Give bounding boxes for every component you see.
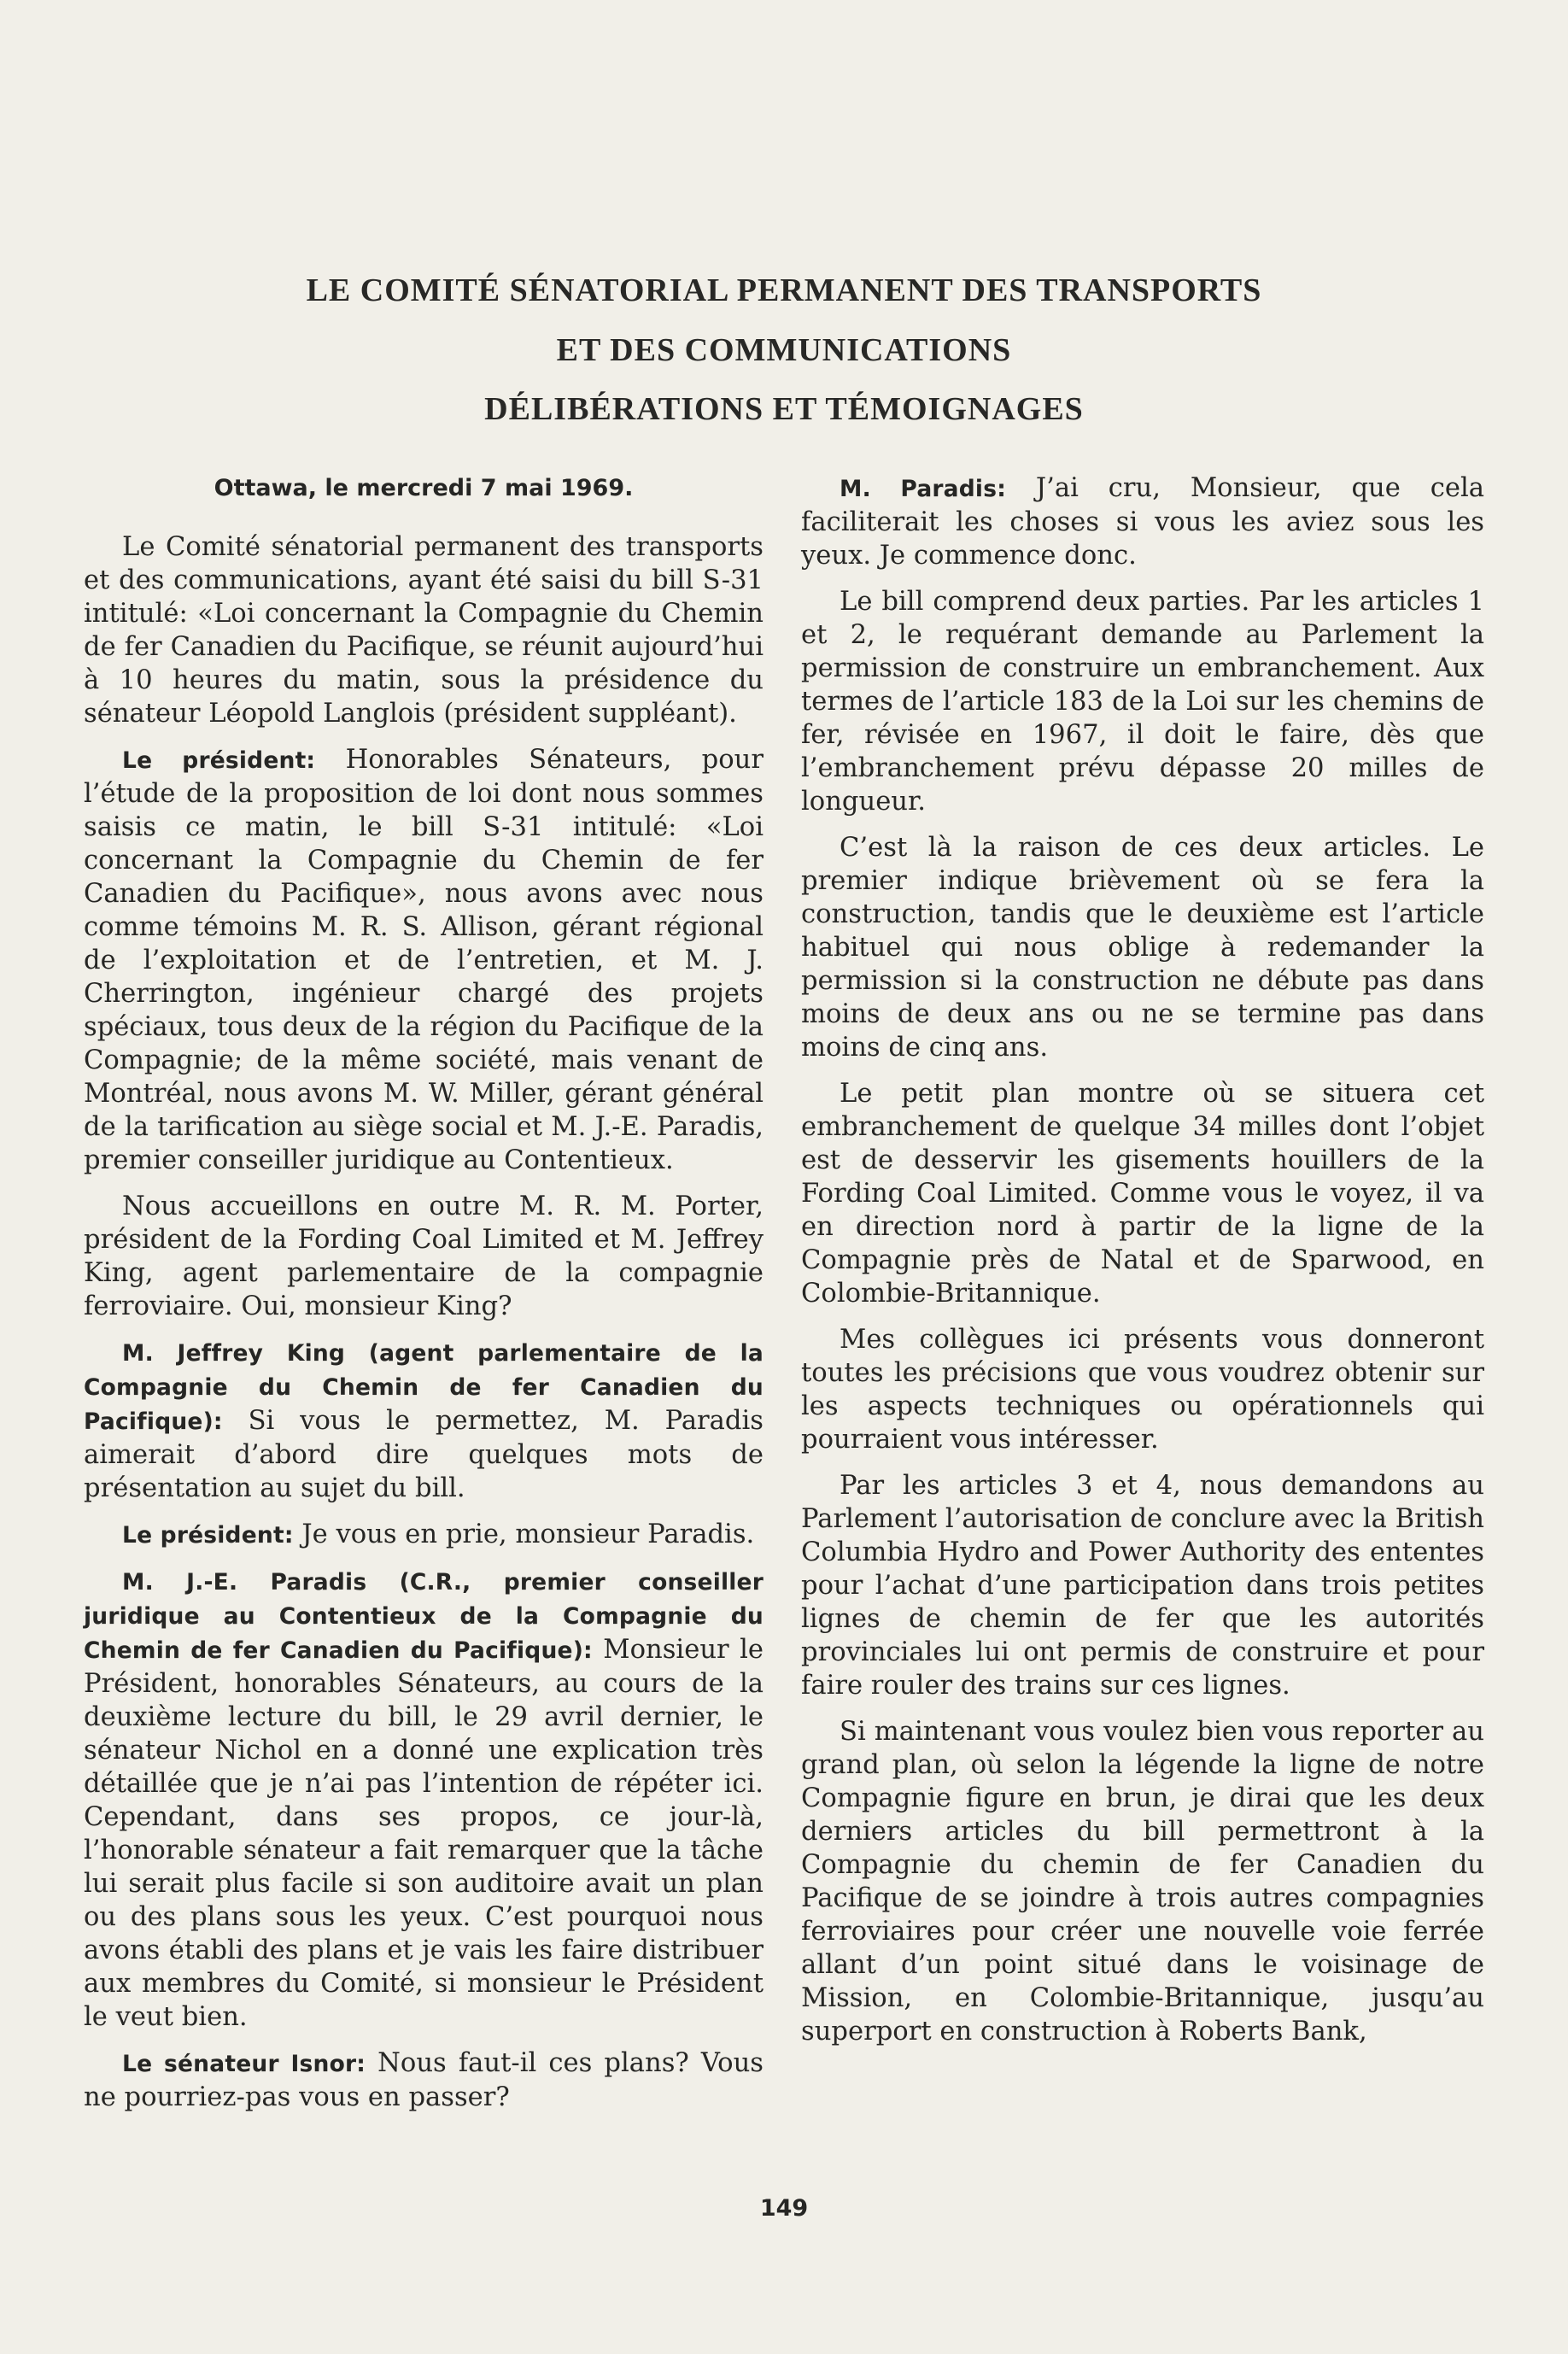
speech-text: Monsieur le Président, honorables Sénateurs, au cours de la deuxième lecture du bill, le 29 avril dernier, le sénateur Nichol en a donné une explication très détaillée que je n’ai pas l’intention de répéter ici. Cependant, dans ses propos, ce jour-là, l’honorable sénateur a fait remarquer que la tâche lui serait plus facile si son auditoire avait un plan ou des plans sous les yeux. C’est pourquoi nous avons établi des plans et je vais les faire distribuer aux membres du Comité, si monsieur le Président le veut bien. <box>84 1635 764 2032</box>
speech-text: Honorables Sénateurs, pour l’étude de la proposition de loi dont nous sommes saisis ce matin, le bill S-31 intitulé: «Loi concernant la Compagnie du Chemin de fer Canadien du Pacifique», nous avons avec nous comme témoins M. R. S. Allison, gérant régional de l’exploitation et de l’entretien, et M. J. Cherrington, ingénieur chargé des projets spéciaux, tous deux de la région du Pacifique de la Compagnie; de la même société, mais venant de Montréal, nous avons M. W. Miller, gérant général de la tarification au siège social et M. J.-E. Paradis, premier conseiller juridique au Contentieux. <box>84 745 764 1175</box>
paragraph <box>84 2047 764 2114</box>
paragraph: Si maintenant vous voulez bien vous reporter au grand plan, où selon la légende la ligne de notre Compagnie figure en brun, je dirai que les deux derniers articles du bill permettront à la Compagnie du chemin de fer Canadien du Pacifique de se joindre à trois autres compagnies ferroviaires pour créer une nouvelle voie ferrée allant d’un point situé dans le voisinage de Mission, en Colombie-Britannique, jusqu’au superport en construction à Roberts Bank, <box>801 1717 1484 2047</box>
speaker-name: Le président: <box>122 747 316 774</box>
paragraph: Le bill comprend deux parties. Par les articles 1 et 2, le requérant demande au Parlement la permission de construire un embranchement. Aux termes de l’article 183 de la Loi sur les chemins de fer, révisée en 1967, il doit le faire, dès que l’embranchement prévu dépasse 20 milles de longueur. <box>801 587 1484 817</box>
committee-title-line-2: ET DES COMMUNICATIONS <box>556 332 1012 368</box>
paragraph: Le Comité sénatorial permanent des transports et des communications, ayant été saisi du bill S-31 intitulé: «Loi concernant la Compagnie du Chemin de fer Canadien du Pacifique, se réunit aujourd’hui à 10 heures du matin, sous la présidence du sénateur Léopold Langlois (président suppléant). <box>84 532 764 729</box>
paragraph <box>84 1336 764 1505</box>
speech-text: Si vous le permettez, M. Paradis aimerait d’abord dire quelques mots de présentation au sujet du bill. <box>84 1406 764 1503</box>
speech-text: Nous faut-il ces plans? Vous ne pourriez-pas vous en passer? <box>84 2048 764 2112</box>
paragraph: Mes collègues ici présents vous donneront toutes les précisions que vous voudrez obtenir sur les aspects techniques ou opérationnels qui pourraient vous intéresser. <box>801 1325 1484 1455</box>
speaker-name: M. Paradis: <box>840 476 1006 502</box>
speech-text: J’ai cru, Monsieur, que cela faciliterait les choses si vous les aviez sous les yeux. Je commence donc. <box>801 473 1484 571</box>
right-column <box>801 471 1484 2061</box>
speaker-name: M. Jeffrey King (agent parlementaire de la Compagnie du Chemin de fer Canadien du Pacifique): <box>84 1340 764 1435</box>
paragraph: C’est là la raison de ces deux articles. Le premier indique brièvement où se fera la construction, tandis que le deuxième est l’article habituel qui nous oblige à redemander la permission si la construction ne débute pas dans moins de deux ans ou ne se termine pas dans moins de cinq ans. <box>801 833 1484 1063</box>
paragraph <box>84 1565 764 2034</box>
page-number: 149 <box>759 2195 809 2222</box>
speaker-name: Le président: <box>122 1522 294 1549</box>
proceedings-title: DÉLIBÉRATIONS ET TÉMOIGNAGES <box>484 391 1084 427</box>
meeting-date: Ottawa, le mercredi 7 mai 1969. <box>214 475 634 501</box>
paragraph: Par les articles 3 et 4, nous demandons au Parlement l’autorisation de conclure avec la British Columbia Hydro and Power Authority des ententes pour l’achat d’une participation dans trois petites lignes de chemin de fer que les autorités provinciales lui ont permis de construire et pour faire rouler des trains sur ces lignes. <box>801 1471 1484 1701</box>
committee-title-line-1: LE COMITÉ SÉNATORIAL PERMANENT DES TRANSPORTS <box>306 272 1262 308</box>
left-column <box>84 471 764 2127</box>
paragraph: Le petit plan montre où se situera cet embranchement de quelque 34 milles dont l’objet est de desservir les gisements houillers de la Fording Coal Limited. Comme vous le voyez, il va en direction nord à partir de la ligne de la Compagnie près de Natal et de Sparwood, en Colombie-Britannique. <box>801 1079 1484 1309</box>
paragraph <box>801 471 1484 572</box>
paragraph <box>84 1518 764 1552</box>
speech-text: Je vous en prie, monsieur Paradis. <box>293 1520 755 1549</box>
speaker-name: M. J.-E. Paradis (C.R., premier conseiller juridique au Contentieux de la Compagnie du Chemin de fer Canadien du Pacifique): <box>84 1569 764 1664</box>
paragraph: Nous accueillons en outre M. R. M. Porter, président de la Fording Coal Limited et M. Jeffrey King, agent parlementaire de la compagnie ferroviaire. Oui, monsieur King? <box>84 1192 764 1321</box>
speaker-name: Le sénateur Isnor: <box>122 2051 366 2077</box>
paragraph <box>84 743 764 1177</box>
